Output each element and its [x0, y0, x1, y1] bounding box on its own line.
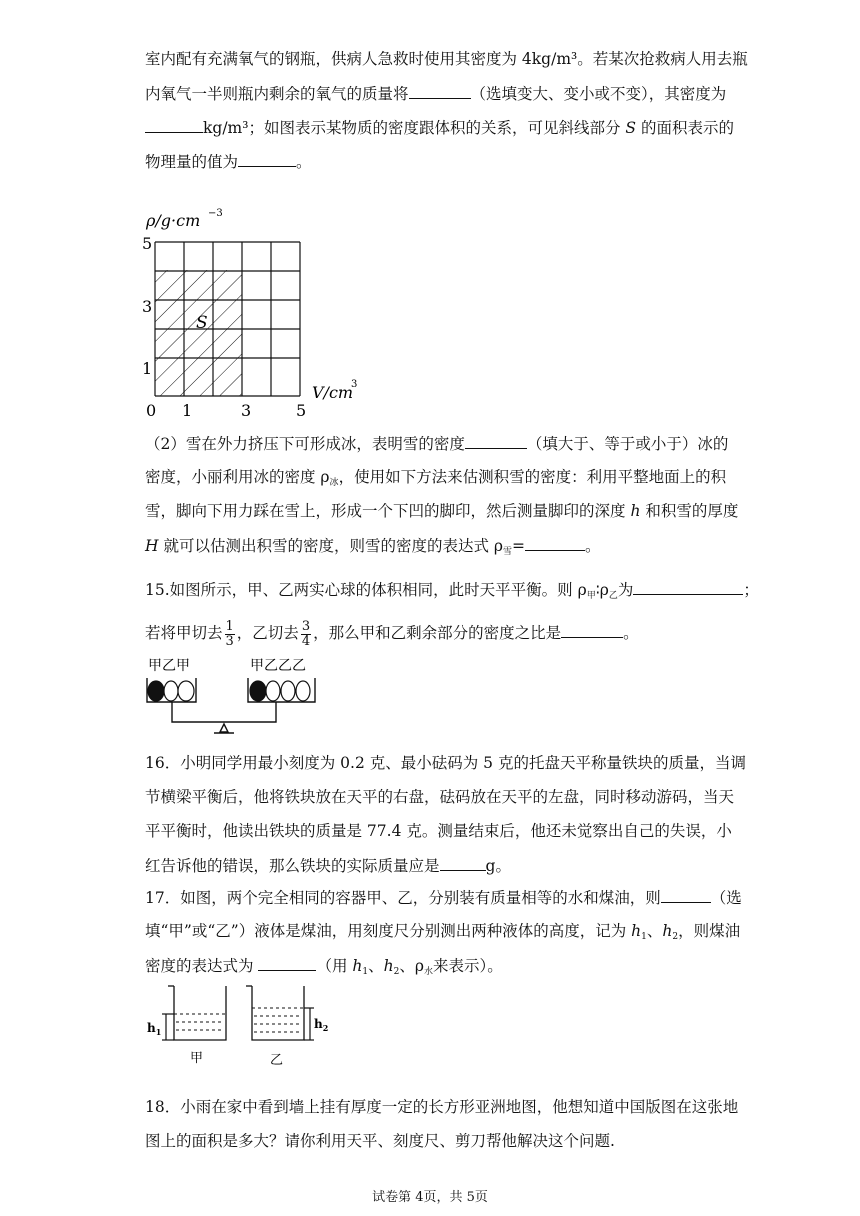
liquid-yi: [252, 1008, 304, 1032]
q16-text: g。: [485, 857, 511, 875]
q14-text: 的面积表示的: [636, 119, 734, 137]
q14-part2-line-4: [145, 534, 601, 563]
y-tick-5: 5: [142, 234, 153, 253]
ball-yi: [266, 681, 280, 701]
part2-text: 密度，小丽利用冰的密度 ρ: [145, 468, 330, 486]
q14-text: （选填变大、变小或不变），其密度为: [470, 85, 727, 103]
q17-text: 来表示）。: [432, 957, 503, 975]
ball-jia: [250, 681, 266, 701]
answer-blank[interactable]: [440, 854, 486, 871]
q17-line-2: [145, 920, 740, 948]
rho-subscript: 甲: [586, 591, 596, 601]
ball-yi: [164, 681, 178, 701]
part2-text: 和积雪的厚度: [640, 502, 739, 520]
x-tick-5: 5: [296, 401, 307, 420]
q16-text: 红告诉他的错误，那么铁块的实际质量应是: [145, 857, 440, 875]
svg-text:ρ/g·cm: ρ/g·cm: [146, 211, 201, 230]
q17-text: 17．如图，两个完全相同的容器甲、乙，分别装有质量相等的水和煤油，则: [145, 889, 661, 907]
x-tick-0: 0: [146, 401, 157, 420]
caption-jia: 甲: [190, 1051, 204, 1066]
containers-figure: [144, 982, 344, 1072]
balance-figure: [144, 656, 324, 736]
x-tick-1: 1: [182, 401, 193, 420]
rho-water-subscript: 水: [423, 967, 433, 977]
part2-text: =: [512, 537, 526, 555]
answer-blank[interactable]: [661, 886, 711, 903]
part2-text: （填大于、等于或小于）冰的: [526, 435, 729, 453]
q14-text: 内氧气一半则瓶内剩余的氧气的质量将: [145, 85, 409, 103]
fraction-denominator: 4: [301, 633, 311, 649]
q16-line-1: [145, 752, 746, 774]
ball-jia: [178, 681, 194, 701]
symbol-h2: h: [662, 922, 673, 940]
left-pan-label: 甲乙甲: [148, 658, 190, 674]
h2-label: $h_2$: [314, 1017, 329, 1033]
q15-text: 为: [617, 581, 634, 599]
answer-blank[interactable]: [258, 954, 316, 971]
answer-blank[interactable]: [145, 116, 203, 133]
answer-blank[interactable]: [525, 534, 585, 551]
fraction-three-quarters: [301, 620, 311, 649]
q16-text: 平平衡时，他读出铁块的质量是 77.4 克。测量结束后，他还未觉察出自己的失误，小: [145, 822, 732, 840]
q14-text: kg/m³；如图表示某物质的密度跟体积的关系，可见斜线部分: [203, 119, 626, 137]
q17-text: ，则煤油: [678, 922, 741, 940]
y-tick-1: 1: [142, 359, 153, 378]
q16-text: 节横梁平衡后，他将铁块放在天平的右盘，砝码放在天平的左盘，同时移动游码，当天: [145, 788, 735, 806]
fraction-one-third: [225, 620, 235, 649]
q17-text: 填“甲”或“乙”）液体是煤油，用刻度尺分别测出两种液体的高度，记为: [145, 922, 632, 940]
q18-text: 18．小雨在家中看到墙上挂有厚度一定的长方形亚洲地图，他想知道中国版图在这张地: [145, 1098, 739, 1116]
answer-blank[interactable]: [465, 432, 527, 449]
part2-text: ，使用如下方法来估测积雪的密度：利用平整地面上的积: [338, 468, 727, 486]
q15-text: ；: [743, 581, 759, 599]
q14-line-1: [145, 48, 748, 70]
q15-text: ，那么甲和乙剩余部分的密度之比是: [313, 624, 562, 642]
answer-blank[interactable]: [633, 578, 743, 595]
density-volume-graph: [140, 198, 380, 428]
graph-ylabel: [145, 208, 223, 230]
q15-text: 。: [623, 624, 639, 642]
q15-text: 15.如图所示，甲、乙两实心球的体积相同，此时天平平衡。则 ρ: [145, 581, 587, 599]
balance-beam: [172, 702, 276, 722]
q14-text: 。: [296, 153, 312, 171]
rho-ice-subscript: 冰: [329, 478, 339, 488]
q14-part2-line-1: [145, 432, 728, 455]
balance-pivot: [220, 724, 228, 732]
q14-line-4: [145, 150, 312, 173]
shaded-area-s: [155, 270, 242, 396]
q17-line-1: [145, 886, 742, 909]
q17-text: 、: [368, 957, 384, 975]
q18-line-2: [145, 1130, 615, 1152]
y-tick-3: 3: [142, 297, 153, 316]
liquid-jia: [174, 1014, 226, 1030]
ball-yi: [281, 681, 295, 701]
q17-text: （用: [316, 957, 353, 975]
h1-subscript: 1: [362, 967, 369, 977]
svg-text:V/cm: V/cm: [312, 383, 354, 402]
q14-text: 室内配有充满氧气的钢瓶，供病人急救时使用其密度为 4kg/m³。若某次抢救病人用去瓶: [145, 50, 748, 68]
h2-subscript: 2: [672, 932, 679, 942]
q17-text: （选: [710, 889, 742, 907]
container-jia: [174, 986, 226, 1040]
symbol-h1: h: [352, 957, 363, 975]
q16-line-3: [145, 820, 732, 842]
symbol-h1: h: [631, 922, 642, 940]
q18-line-1: [145, 1096, 738, 1118]
symbol-H: H: [145, 537, 159, 555]
answer-blank[interactable]: [409, 82, 471, 99]
q14-text: 物理量的值为: [145, 153, 239, 171]
symbol-h: h: [630, 502, 641, 520]
q15-line-2: [145, 618, 639, 649]
q15-text: 若将甲切去: [145, 624, 223, 642]
ball-yi: [296, 681, 310, 701]
right-pan-label: 甲乙乙乙: [250, 658, 306, 674]
fraction-numerator: 3: [301, 618, 311, 634]
q17-line-3: [145, 954, 503, 983]
answer-blank[interactable]: [561, 621, 623, 638]
x-tick-3: 3: [241, 401, 252, 420]
q15-text: ，乙切去: [236, 624, 299, 642]
q14-part2-line-2: [145, 466, 726, 494]
q14-line-3: [145, 116, 734, 139]
q16-line-2: [145, 786, 734, 808]
h1-label: $h_1$: [147, 1021, 162, 1037]
q15-line-1: [145, 578, 759, 607]
h1-subscript: 1: [641, 932, 647, 942]
q14-line-2: [145, 82, 726, 105]
area-label-s: S: [196, 313, 208, 333]
q16-line-4: [145, 854, 511, 877]
svg-text:3: 3: [351, 379, 358, 390]
h2-subscript: 2: [393, 967, 400, 977]
answer-blank[interactable]: [238, 150, 296, 167]
q17-text: 密度的表达式为: [145, 957, 259, 975]
part2-text: 就可以估测出积雪的密度，则雪的密度的表达式 ρ: [158, 537, 503, 555]
ball-jia: [148, 681, 164, 701]
q18-text: 图上的面积是多大？请你利用天平、刻度尺、剪刀帮他解决这个问题.: [145, 1132, 615, 1150]
rho-subscript: 乙: [608, 591, 618, 601]
q15-text: ∶ρ: [595, 581, 609, 599]
graph-xlabel: [312, 379, 357, 402]
part2-text: 。: [585, 537, 601, 555]
fraction-denominator: 3: [225, 633, 234, 649]
part2-text: （2）雪在外力挤压下可形成冰，表明雪的密度: [145, 435, 465, 453]
caption-yi: 乙: [270, 1053, 284, 1068]
q17-text: 、: [646, 922, 663, 940]
rho-snow-subscript: 雪: [503, 547, 513, 557]
q14-part2-line-3: [145, 500, 738, 522]
q16-text: 16．小明同学用最小刻度为 0.2 克、最小砝码为 5 克的托盘天平称量铁块的质量，当调: [145, 754, 746, 772]
part2-text: 雪，脚向下用力踩在雪上，形成一个下凹的脚印，然后测量脚印的深度: [145, 502, 631, 520]
svg-text:−3: −3: [208, 208, 223, 219]
q17-text: 、ρ: [399, 957, 424, 975]
page-footer: 试卷第 4页，共 5页: [372, 1190, 488, 1205]
fraction-numerator: 1: [225, 618, 234, 634]
q14-symbol-s: S: [625, 119, 637, 137]
symbol-h2: h: [383, 957, 394, 975]
